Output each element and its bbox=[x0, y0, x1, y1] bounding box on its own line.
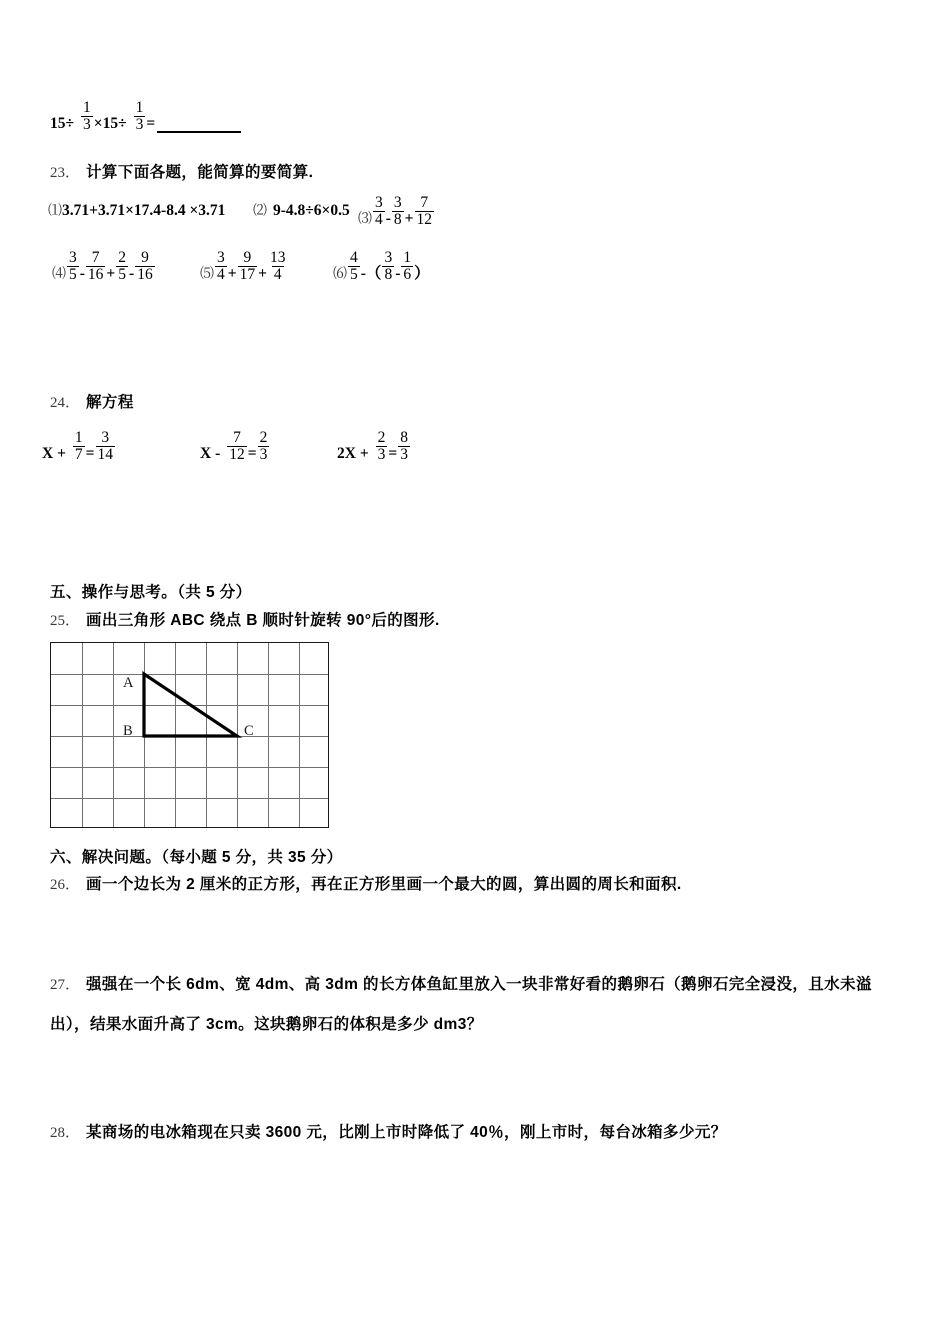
question-28 bbox=[50, 1120, 727, 1142]
q23-item-4-fraction-2 bbox=[86, 250, 106, 283]
fraction-numerator: 9 bbox=[141, 249, 149, 266]
question-27-number: 27． bbox=[50, 977, 81, 993]
fraction-denominator: 4 bbox=[217, 265, 225, 283]
fraction-denominator: 4 bbox=[375, 210, 383, 228]
question-28-number: 28． bbox=[50, 1125, 81, 1141]
fraction-denominator: 3 bbox=[400, 445, 408, 463]
fraction-numerator: 2 bbox=[118, 249, 127, 266]
fraction-numerator: 4 bbox=[350, 249, 358, 266]
question-25-header bbox=[50, 608, 440, 630]
fraction-denominator: 6 bbox=[403, 265, 412, 283]
q24-equation-3 bbox=[337, 430, 411, 463]
question-25-number: 25． bbox=[50, 613, 81, 629]
fraction-denominator: 5 bbox=[350, 265, 358, 283]
fraction-numerator: 3 bbox=[393, 194, 402, 211]
fraction-denominator: 3 bbox=[135, 115, 144, 133]
q23-item-1-expression: 3.71+3.71×17.4-8.4 ×3.71 bbox=[62, 202, 226, 219]
q23-item-5-operator-2: + bbox=[258, 264, 267, 282]
fraction-denominator: 4 bbox=[273, 265, 282, 283]
q23-item-6-fraction-2 bbox=[382, 250, 394, 283]
triangle-abc bbox=[51, 643, 330, 829]
fraction-numerator: 3 bbox=[375, 194, 383, 211]
question-27-line-1 bbox=[50, 972, 872, 994]
question-23-header bbox=[50, 160, 313, 182]
question-28-text: 某商场的电冰箱现在只卖 3600 元，比刚上市时降低了 40％，刚上市时，每台冰箱多少元？ bbox=[86, 1124, 727, 1141]
q23-item-5-fraction-3 bbox=[268, 250, 288, 283]
q23-item-3 bbox=[358, 195, 435, 228]
fraction-denominator: 12 bbox=[229, 445, 245, 463]
q23-item-1 bbox=[48, 200, 225, 220]
fraction-denominator: 16 bbox=[137, 265, 153, 283]
fraction-denominator: 17 bbox=[239, 265, 256, 283]
question-24-number: 24． bbox=[50, 395, 81, 411]
q24-eq3-lhs: 2X + bbox=[337, 444, 369, 462]
question-27-text-line-1: 强强在一个长 6dm、宽 4dm、高 3dm 的长方体鱼缸里放入一块非常好看的鹅卵石（鹅卵石完全浸没，且水未溢 bbox=[86, 976, 872, 993]
vertex-label-a: A bbox=[123, 675, 134, 691]
q24-eq1-fraction-1 bbox=[73, 430, 85, 463]
fraction-numerator: 3 bbox=[217, 249, 225, 266]
q23-item-4 bbox=[52, 250, 156, 283]
fraction-numerator: 7 bbox=[91, 249, 100, 266]
vertex-label-b: B bbox=[123, 723, 133, 739]
q23-item-4-operator-2: + bbox=[106, 264, 116, 282]
question-23-prompt: 计算下面各题，能简算的要简算. bbox=[86, 164, 314, 181]
question-27-text-line-2a: 出），结果水面升高了 3cm。这块鹅卵石的体积是多少 dm bbox=[50, 1016, 458, 1033]
section-6-heading: 六、解决问题。（每小题 5 分，共 35 分） bbox=[50, 849, 343, 866]
q23-item-3-fraction-3 bbox=[415, 195, 435, 228]
q23-item-2 bbox=[253, 200, 350, 220]
q23-item-1-label: ⑴ bbox=[48, 204, 62, 219]
q24-eq2-lhs: X - bbox=[200, 444, 221, 462]
fraction-denominator: 16 bbox=[87, 265, 104, 283]
fraction-numerator: 2 bbox=[259, 429, 268, 446]
q23-item-6-operator-2: - bbox=[395, 264, 401, 282]
q23-item-3-fraction-2 bbox=[392, 195, 404, 228]
q24-eq1-equals: = bbox=[85, 444, 95, 462]
q23-item-4-operator-3: - bbox=[129, 264, 135, 282]
fraction-numerator: 3 bbox=[69, 249, 77, 266]
top-expr-middle: ×15÷ bbox=[93, 114, 127, 132]
q24-eq3-equals: = bbox=[388, 444, 398, 462]
fraction-denominator: 5 bbox=[69, 265, 77, 283]
fraction-numerator: 8 bbox=[400, 429, 408, 446]
question-26-number: 26． bbox=[50, 877, 81, 893]
rotation-grid-figure bbox=[50, 642, 329, 828]
q24-eq2-fraction-1 bbox=[227, 430, 247, 463]
q23-item-3-label: ⑶ bbox=[358, 211, 372, 227]
q23-item-6-paren-open: （ bbox=[365, 264, 382, 282]
q24-eq1-lhs: X + bbox=[42, 444, 66, 462]
q23-item-6-fraction-1 bbox=[348, 250, 360, 283]
fraction-numerator: 3 bbox=[101, 429, 110, 446]
fraction-numerator: 2 bbox=[377, 429, 386, 446]
q24-equation-1 bbox=[42, 430, 116, 463]
q23-item-4-operator-1: - bbox=[79, 264, 85, 282]
question-27-line-2 bbox=[50, 1012, 483, 1034]
fraction-numerator: 1 bbox=[403, 249, 412, 266]
q23-item-5 bbox=[200, 250, 288, 283]
q24-eq2-fraction-2 bbox=[258, 430, 270, 463]
question-26-text: 画一个边长为 2 厘米的正方形，再在正方形里画一个最大的圆，算出圆的周长和面积. bbox=[86, 876, 682, 893]
q24-eq1-fraction-2 bbox=[96, 430, 116, 463]
fraction-numerator: 1 bbox=[83, 99, 91, 116]
q23-item-3-operator-1: - bbox=[385, 209, 391, 227]
question-24-prompt: 解方程 bbox=[86, 394, 134, 411]
q24-equation-2 bbox=[200, 430, 270, 463]
q23-item-5-fraction-1 bbox=[215, 250, 227, 283]
fraction-numerator: 1 bbox=[135, 99, 144, 116]
question-25-prompt: 画出三角形 ABC 绕点 B 顺时针旋转 90°后的图形. bbox=[86, 612, 440, 629]
fraction-numerator: 7 bbox=[233, 429, 241, 446]
q23-item-4-fraction-3 bbox=[116, 250, 128, 283]
question-27-text-line-2b: ？ bbox=[466, 1016, 483, 1033]
vertex-label-c: C bbox=[244, 723, 254, 739]
fraction-denominator: 12 bbox=[416, 210, 433, 228]
q23-item-2-expression: 9-4.8÷6×0.5 bbox=[273, 202, 350, 219]
fraction-denominator: 14 bbox=[97, 445, 113, 463]
fraction-numerator: 1 bbox=[74, 429, 83, 446]
fraction-denominator: 3 bbox=[259, 445, 268, 463]
fraction-denominator: 5 bbox=[118, 265, 127, 283]
q23-item-5-operator-1: + bbox=[227, 264, 237, 282]
fraction-numerator: 3 bbox=[384, 249, 393, 266]
top-expr-equals: = bbox=[146, 114, 156, 132]
top-fill-in-expression bbox=[50, 100, 241, 133]
q23-item-5-fraction-2 bbox=[238, 250, 258, 283]
q24-eq3-fraction-2 bbox=[398, 430, 410, 463]
answer-blank[interactable] bbox=[157, 119, 241, 133]
q23-item-2-label: ⑵ bbox=[253, 204, 267, 219]
question-26 bbox=[50, 872, 682, 894]
fraction-denominator: 3 bbox=[83, 115, 91, 133]
question-23-number: 23． bbox=[50, 165, 81, 181]
q24-eq2-equals: = bbox=[247, 444, 257, 462]
q24-eq3-fraction-1 bbox=[376, 430, 388, 463]
question-27-cubic-exponent: 3 bbox=[457, 1016, 467, 1033]
q23-item-3-operator-2: + bbox=[404, 209, 414, 227]
fraction-numerator: 13 bbox=[269, 249, 286, 266]
fraction-numerator: 7 bbox=[420, 194, 429, 211]
top-fraction-2 bbox=[134, 100, 146, 133]
fraction-denominator: 7 bbox=[74, 445, 83, 463]
question-24-header bbox=[50, 390, 134, 412]
q23-item-6-paren-close: ） bbox=[414, 264, 430, 282]
top-fraction-1 bbox=[81, 100, 93, 133]
section-5-heading: 五、操作与思考。（共 5 分） bbox=[50, 584, 252, 601]
q23-item-6 bbox=[333, 250, 430, 283]
q23-item-6-operator-1: - bbox=[360, 264, 366, 282]
top-expr-prefix: 15÷ bbox=[50, 114, 75, 132]
q23-item-3-fraction-1 bbox=[373, 195, 385, 228]
q23-item-4-fraction-1 bbox=[67, 250, 79, 283]
triangle-abc-outline bbox=[144, 674, 237, 736]
fraction-denominator: 8 bbox=[393, 210, 402, 228]
fraction-denominator: 8 bbox=[384, 265, 393, 283]
fraction-denominator: 3 bbox=[377, 445, 386, 463]
q23-item-5-label: ⑸ bbox=[200, 266, 214, 282]
q23-item-6-label: ⑹ bbox=[333, 266, 347, 282]
q23-item-6-fraction-3 bbox=[401, 250, 413, 283]
fraction-numerator: 9 bbox=[243, 249, 252, 266]
q23-item-4-label: ⑷ bbox=[52, 266, 66, 282]
q23-item-4-fraction-4 bbox=[135, 250, 155, 283]
